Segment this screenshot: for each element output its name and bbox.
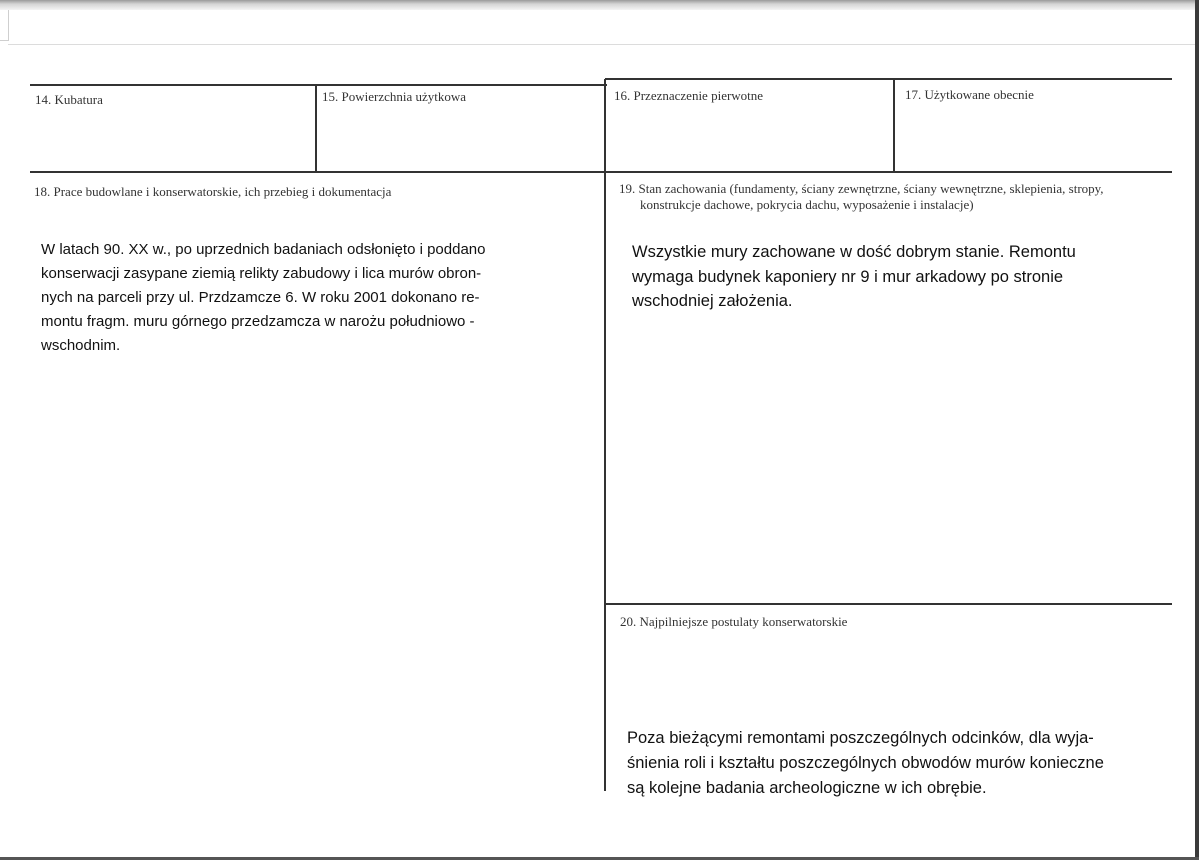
field-15-name: Powierzchnia użytkowa <box>341 89 467 104</box>
scan-top-edge <box>0 0 1199 10</box>
divider-16-17 <box>893 79 895 172</box>
row-middle-border <box>30 171 1172 173</box>
field-20-label: 20. Najpilniejsze postulaty konserwatorskie <box>620 614 848 629</box>
scan-left-edge <box>0 10 9 41</box>
field-16-number: 16. <box>614 88 631 103</box>
field-18-text <box>41 238 506 358</box>
field-19-line: Wszystkie mury zachowane w dość dobrym stanie. Remontu <box>632 243 1076 261</box>
field-16-label <box>614 88 763 104</box>
scan-fold-line <box>8 44 1199 45</box>
field-17-number: 17. <box>905 87 922 102</box>
field-20-text <box>627 726 1127 801</box>
row-top-border-right <box>605 78 1172 80</box>
field-18-line: montu fragm. muru górnego przedzamcza w narożu południowo - <box>41 313 475 330</box>
field-19-line: wschodniej założenia. <box>632 292 793 310</box>
field-19-label-line2: konstrukcje dachowe, pokrycia dachu, wyposażenie i instalacje) <box>640 197 974 212</box>
field-19-text <box>632 240 1092 314</box>
field-14-label <box>35 92 103 108</box>
field-18-line: wschodnim. <box>41 337 121 354</box>
field-18-label: 18. Prace budowlane i konserwatorskie, ich przebieg i dokumentacja <box>34 184 392 199</box>
field-14-name: Kubatura <box>54 92 103 107</box>
divider-15-16 <box>604 79 606 791</box>
field-20-line: śnienia roli i kształtu poszczególnych obwodów murów konieczne <box>627 754 1104 772</box>
divider-14-15 <box>315 84 317 172</box>
field-19-line: wymaga budynek kaponiery nr 9 i mur arkadowy po stronie <box>632 267 1064 286</box>
field-18-line: nych na parceli przy ul. Przdzamcze 6. W roku 2001 dokonano re- <box>41 289 480 306</box>
scan-right-edge <box>1195 0 1199 860</box>
field20-top-border <box>605 603 1172 605</box>
field-17-label <box>905 87 1034 103</box>
field-15-number: 15. <box>322 89 339 104</box>
field-14-number: 14. <box>35 92 52 107</box>
field-19-label-line1: 19. Stan zachowania (fundamenty, ściany zewnętrzne, ściany wewnętrzne, sklepienia, stropy, <box>619 181 1104 196</box>
field-20-line: Poza bieżącymi remontami poszczególnych odcinków, dla wyja- <box>627 729 1094 747</box>
field-18-line: W latach 90. XX w., po uprzednich badaniach odsłonięto i poddano <box>41 241 486 258</box>
field-15-label <box>322 89 466 105</box>
field-20-line: są kolejne badania archeologiczne w ich obrębie. <box>627 779 987 797</box>
field-16-name: Przeznaczenie pierwotne <box>633 88 764 103</box>
field-17-name: Użytkowane obecnie <box>924 87 1034 102</box>
field-18-line: konserwacji zasypane ziemią relikty zabudowy i lica murów obron- <box>41 265 482 282</box>
row-top-border-left <box>30 84 607 86</box>
